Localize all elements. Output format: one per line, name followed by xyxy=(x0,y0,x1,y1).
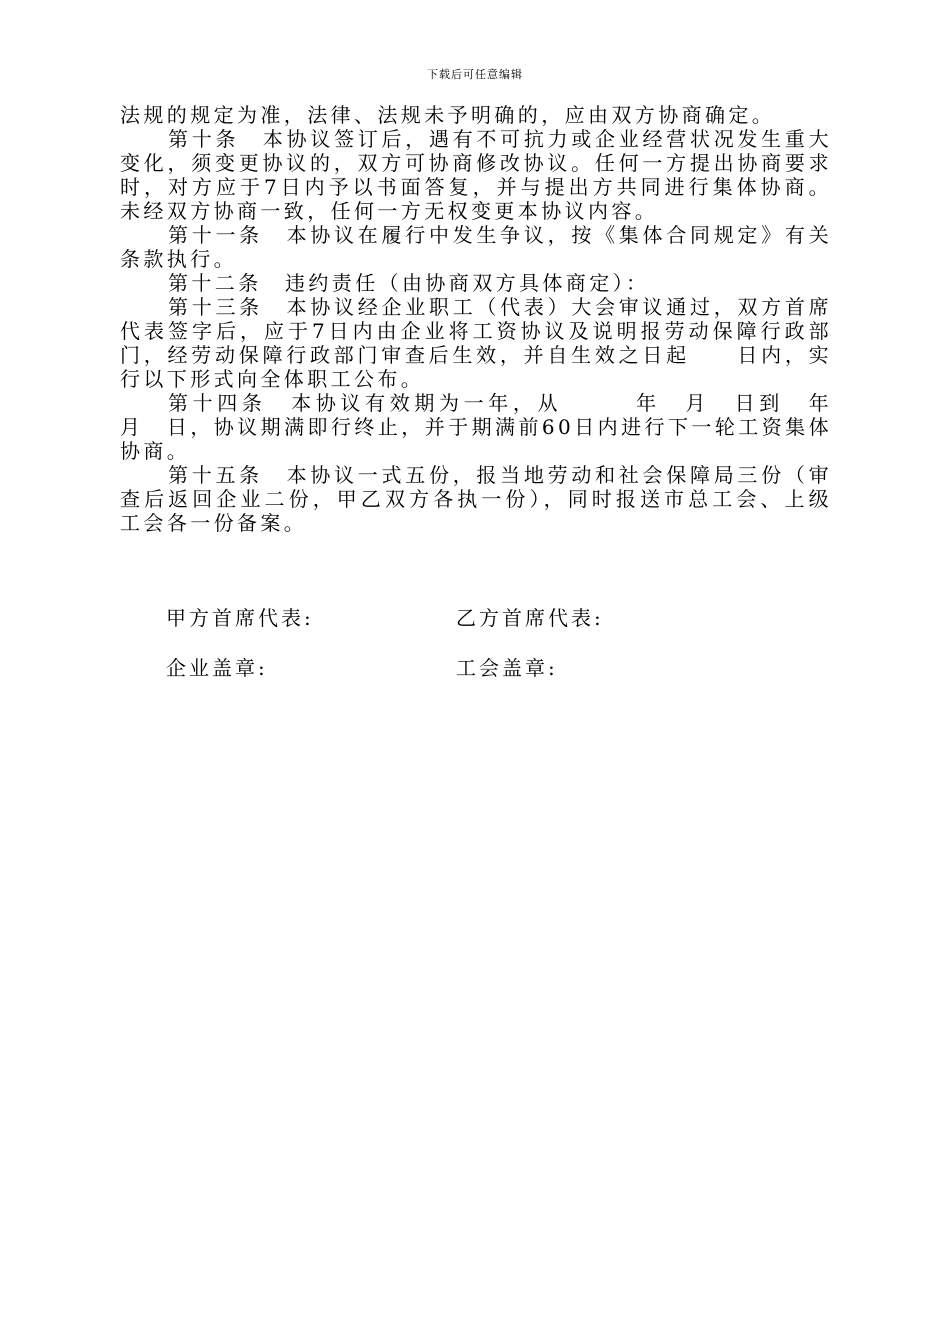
union-seal-label: 工会盖章: xyxy=(456,656,558,680)
article-11: 第十一条 本协议在履行中发生争议，按《集体合同规定》有关条款执行。 xyxy=(120,223,832,271)
article-14: 第十四条 本协议有效期为一年，从 年 月 日到 年 月 日，协议期满即行终止，并于期满前60日内进行下一轮工资集体协商。 xyxy=(120,391,856,463)
document-body xyxy=(120,103,856,535)
party-a-representative-label: 甲方首席代表: xyxy=(166,606,314,630)
article-13: 第十三条 本协议经企业职工（代表）大会审议通过，双方首席代表签字后，应于7日内由企业将工资协议及说明报劳动保障行政部门，经劳动保障行政部门审查后生效，并自生效之日起 日内，实行以下形式向全体职工公布。 xyxy=(120,295,832,391)
signature-row-representatives xyxy=(166,606,766,630)
article-15: 第十五条 本协议一式五份，报当地劳动和社会保障局三份（审查后返回企业二份，甲乙双方各执一份），同时报送市总工会、上级工会各一份备案。 xyxy=(120,463,832,535)
article-12: 第十二条 违约责任（由协商双方具体商定）： xyxy=(168,271,650,295)
paragraph-continuation: 法规的规定为准，法律、法规未予明确的，应由双方协商确定。 xyxy=(120,103,776,127)
article-10: 第十条 本协议签订后，遇有不可抗力或企业经营状况发生重大变化，须变更协议的，双方可协商修改协议。任何一方提出协商要求时，对方应于7日内予以书面答复，并与提出方共同进行集体协商。未经双方协商一致，任何一方无权变更本协议内容。 xyxy=(120,127,832,223)
company-seal-label: 企业盖章: xyxy=(166,656,268,680)
party-b-representative-label: 乙方首席代表: xyxy=(456,606,604,630)
page-header: 下载后可任意编辑 xyxy=(427,68,523,81)
signature-row-seals xyxy=(166,656,766,680)
